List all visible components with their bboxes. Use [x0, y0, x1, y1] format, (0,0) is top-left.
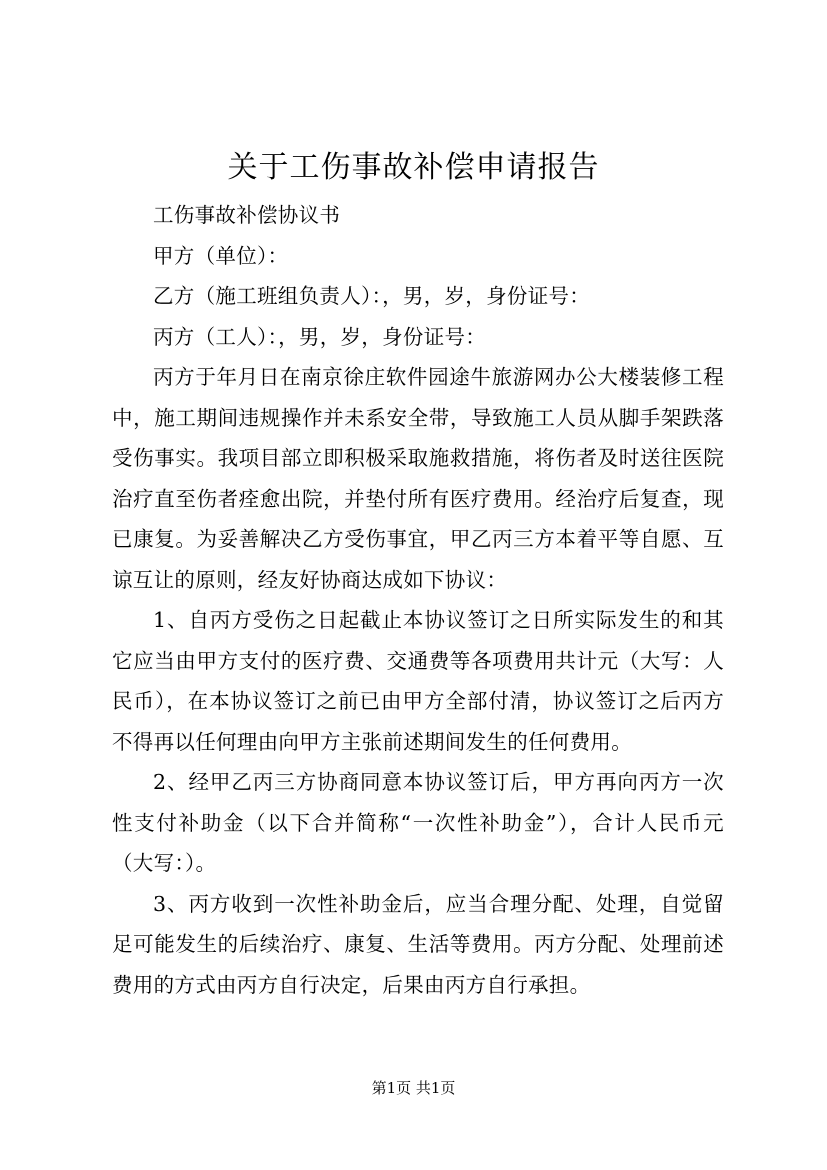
document-body	[112, 195, 724, 1005]
paragraph-incident: 丙方于年月日在南京徐庄软件园途牛旅游网办公大楼装修工程中，施工期间违规操作并未系安全带，导致施工人员从脚手架跌落受伤事实。我项目部立即积极采取施救措施，将伤者及时送往医院治疗直至伤者痊愈出院，并垫付所有医疗费用。经治疗后复查，现已康复。为妥善解决乙方受伤事宜，甲乙丙三方本着平等自愿、互谅互让的原则，经友好协商达成如下协议：	[112, 365, 724, 592]
paragraph-party-a: 甲方（单位）：	[153, 243, 289, 268]
paragraph-clause-1: 1、自丙方受伤之日起截止本协议签订之日所实际发生的和其它应当由甲方支付的医疗费、交通费等各项费用共计元（大写：人民币），在本协议签订之前已由甲方全部付清，协议签订之后丙方不得再以任何理由向甲方主张前述期间发生的任何费用。	[112, 608, 724, 754]
paragraph-clause-2: 2、经甲乙丙三方协商同意本协议签订后，甲方再向丙方一次性支付补助金（以下合并简称“一次性补助金”），合计人民币元（大写：）。	[112, 770, 724, 875]
paragraph-agreement-heading: 工伤事故补偿协议书	[153, 203, 341, 227]
paragraph-clause-3: 3、丙方收到一次性补助金后，应当合理分配、处理，自觉留足可能发生的后续治疗、康复、生活等费用。丙方分配、处理前述费用的方式由丙方自行决定，后果由丙方自行承担。	[112, 891, 724, 997]
paragraph-party-b: 乙方（施工班组负责人）：，男，岁，身份证号：	[153, 284, 591, 308]
paragraph-party-c: 丙方（工人）：，男，岁，身份证号：	[153, 324, 487, 349]
page-footer: 第1页 共1页	[371, 1079, 456, 1097]
document-title: 关于工伤事故补偿申请报告	[227, 150, 600, 185]
